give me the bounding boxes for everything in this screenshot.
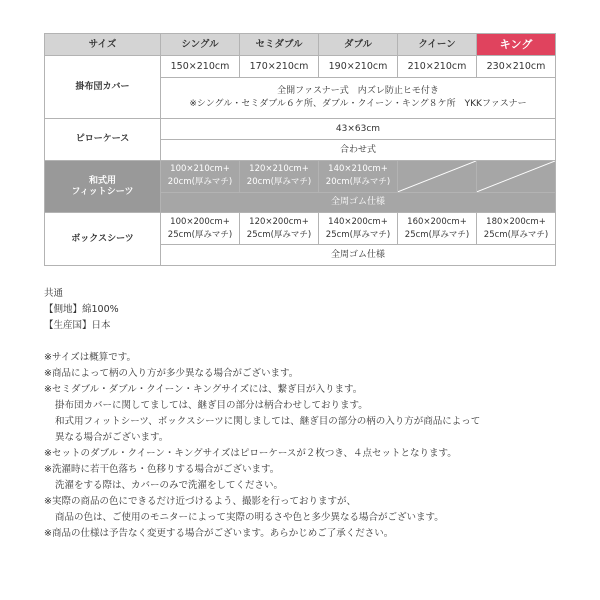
box-label: ボックスシーツ: [45, 213, 161, 266]
duvet-note: [161, 77, 556, 119]
cell-line2: 25cm(厚みマチ): [246, 229, 312, 240]
japanese-fitted-queen-na: [398, 160, 477, 192]
pillow-size-row: [45, 119, 556, 140]
cell-line1: 160×200cm+: [407, 216, 467, 227]
note-line: ※セミダブル・ダブル・クイーン・キングサイズには、繋ぎ目が入ります。: [44, 384, 363, 395]
japanese-fitted-label-line2: フィットシーツ: [71, 186, 134, 197]
duvet-size-king: 230×210cm: [477, 55, 556, 77]
header-double: ダブル: [319, 34, 398, 56]
japanese-fitted-note: 全周ゴム仕様: [161, 192, 556, 213]
diagonal-slash: [398, 161, 476, 192]
note-line: ※サイズは概算です。: [44, 352, 136, 363]
duvet-note-line2: ※シングル・セミダブル６ケ所、ダブル・クイーン・キング８ケ所 YKKファスナー: [189, 99, 527, 110]
box-size-row: [45, 213, 556, 245]
japanese-fitted-king-na: [477, 160, 556, 192]
cell-line2: 25cm(厚みマチ): [167, 229, 233, 240]
cell-line2: 25cm(厚みマチ): [483, 229, 549, 240]
pillow-size: 43×63cm: [161, 119, 556, 140]
duvet-size-row: [45, 55, 556, 77]
note-line: ※洗濯時に若干色落ち・色移りする場合がございます。: [44, 464, 280, 475]
note-line: 掛布団カバーに関してましては、継ぎ目の部分は柄合わせしております。: [55, 400, 368, 411]
japanese-fitted-single: [161, 160, 240, 192]
box-single: [161, 213, 240, 245]
box-queen: [398, 213, 477, 245]
cell-line1: 100×200cm+: [170, 216, 230, 227]
box-double: [319, 213, 398, 245]
japanese-fitted-label: [45, 160, 161, 213]
note-line: ※実際の商品の色にできるだけ近づけるよう、撮影を行っておりますが、: [44, 496, 356, 507]
cell-line2: 20cm(厚みマチ): [167, 177, 233, 188]
cell-line2: 20cm(厚みマチ): [325, 177, 391, 188]
header-row: [45, 34, 556, 56]
cell-line2: 20cm(厚みマチ): [246, 177, 312, 188]
cell-line1: 100×210cm+: [170, 164, 230, 175]
japanese-fitted-semi-double: [240, 160, 319, 192]
cell-line1: 140×200cm+: [328, 216, 388, 227]
box-note: 全周ゴム仕様: [161, 245, 556, 266]
cell-line1: 120×210cm+: [249, 164, 309, 175]
note-line: 和式用フィットシーツ、ボックスシーツに関しましては、継ぎ目の部分の柄の入り方が商品によって: [55, 416, 481, 427]
product-notes: [44, 286, 574, 542]
header-queen: クイーン: [398, 34, 477, 56]
pillow-label: ピローケース: [45, 119, 161, 161]
info-material: 【側地】綿100%: [44, 304, 119, 315]
note-line: ※商品の仕様は予告なく変更する場合がございます。あらかじめご了承ください。: [44, 528, 394, 539]
header-single: シングル: [161, 34, 240, 56]
pillow-style: 合わせ式: [161, 140, 556, 161]
note-line: ※商品によって柄の入り方が多少異なる場合がございます。: [44, 368, 299, 379]
duvet-size-double: 190×210cm: [319, 55, 398, 77]
cell-line1: 180×200cm+: [486, 216, 546, 227]
box-semi-double: [240, 213, 319, 245]
duvet-size-single: 150×210cm: [161, 55, 240, 77]
japanese-fitted-label-line1: 和式用: [88, 175, 116, 186]
japanese-fitted-size-row: [45, 160, 556, 192]
note-line: 異なる場合がございます。: [55, 432, 169, 443]
japanese-fitted-double: [319, 160, 398, 192]
cell-line1: 140×210cm+: [328, 164, 388, 175]
header-size: サイズ: [45, 34, 161, 56]
cell-line2: 25cm(厚みマチ): [404, 229, 470, 240]
size-spec-table: [44, 33, 556, 266]
note-line: ※セットのダブル・クイーン・キングサイズはピローケースが２枚つき、４点セットとなります。: [44, 448, 457, 459]
duvet-size-queen: 210×210cm: [398, 55, 477, 77]
duvet-label: 掛布団カバー: [45, 55, 161, 118]
duvet-note-line1: 全開ファスナー式 内ズレ防止ヒモ付き: [277, 86, 439, 97]
diagonal-slash: [477, 161, 555, 192]
info-common: 共通: [44, 288, 64, 299]
note-line: 商品の色は、ご使用のモニターによって実際の明るさや色と多少異なる場合がございます。: [55, 512, 444, 523]
box-king: [477, 213, 556, 245]
header-semi-double: セミダブル: [240, 34, 319, 56]
duvet-size-semi-double: 170×210cm: [240, 55, 319, 77]
info-origin: 【生産国】日本: [44, 320, 111, 331]
note-line: 洗濯をする際は、カバーのみで洗濯をしてください。: [55, 480, 284, 491]
cell-line2: 25cm(厚みマチ): [325, 229, 391, 240]
cell-line1: 120×200cm+: [249, 216, 309, 227]
header-king: キング: [477, 34, 556, 56]
